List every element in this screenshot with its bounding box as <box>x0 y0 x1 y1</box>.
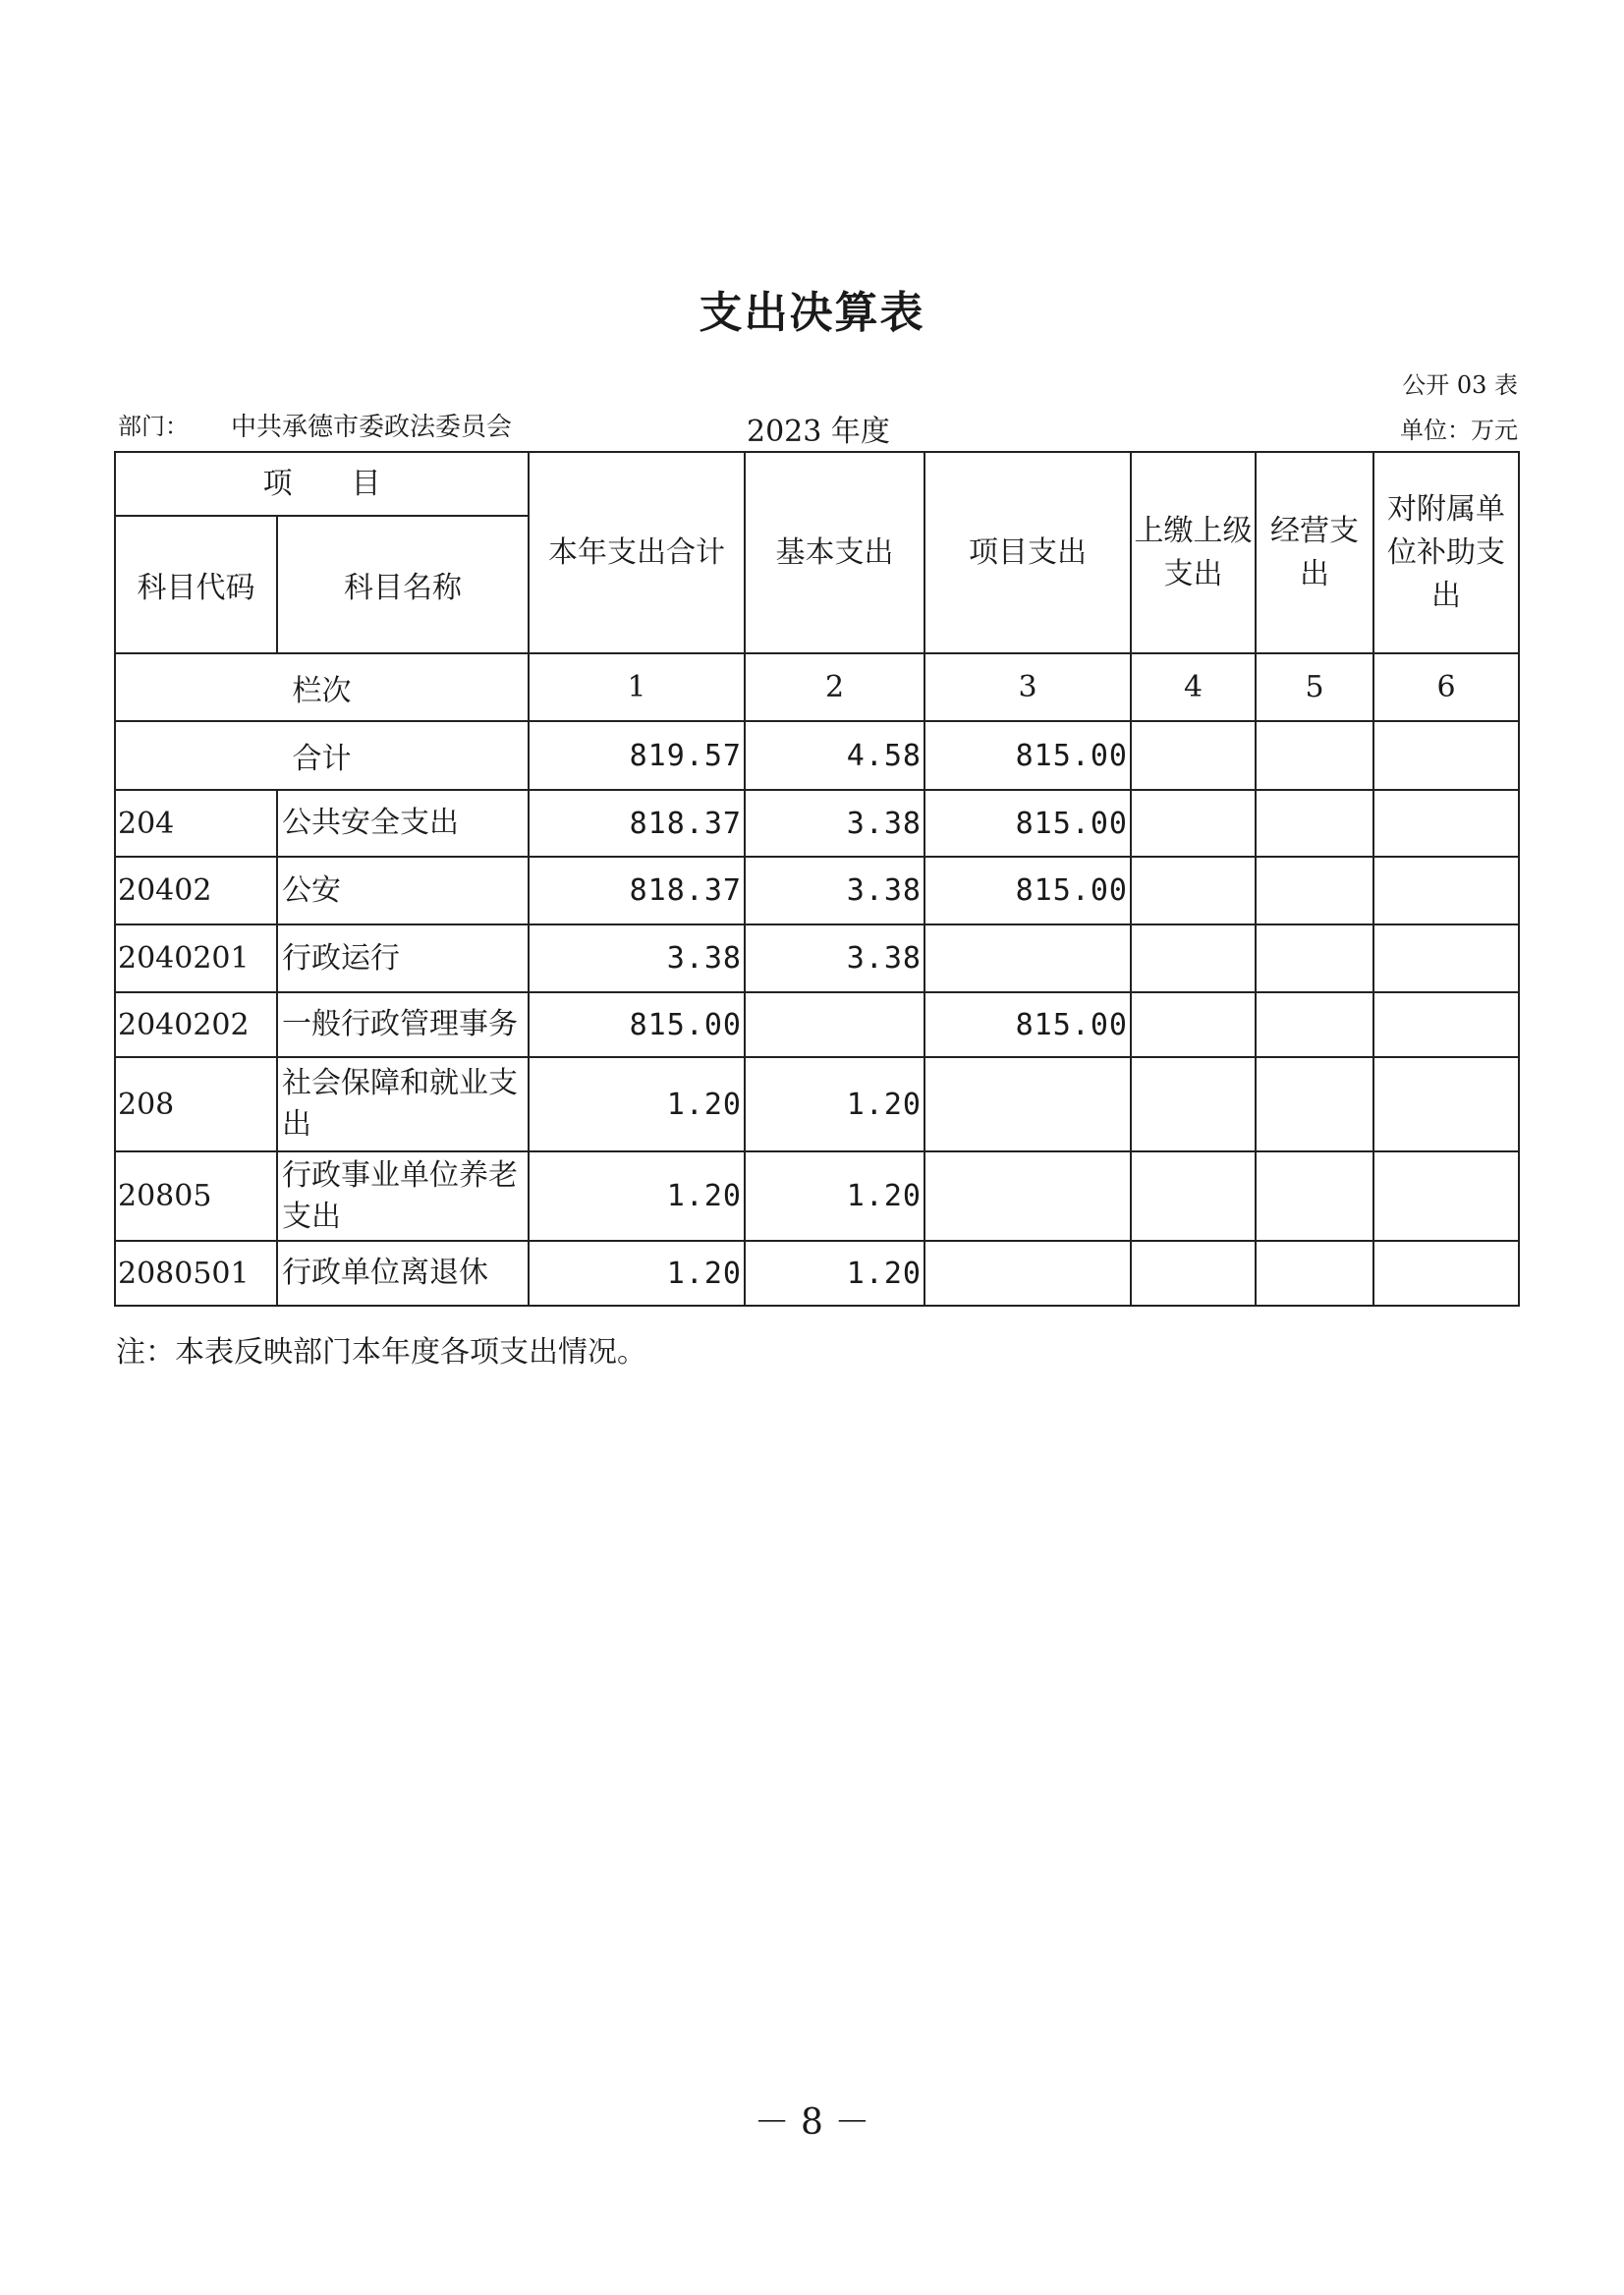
header-subsidy: 对附属单位补助支出 <box>1373 452 1519 653</box>
header-total: 本年支出合计 <box>529 452 745 653</box>
row-code: 2080501 <box>115 1241 277 1306</box>
total-amount: 819.57 <box>529 721 745 790</box>
empty-cell <box>1131 1057 1256 1151</box>
header-basic: 基本支出 <box>745 452 924 653</box>
table-row <box>115 790 1519 857</box>
empty-cell <box>1131 1241 1256 1306</box>
row-code: 204 <box>115 790 277 857</box>
empty-cell <box>1256 721 1373 790</box>
row-basic <box>745 992 924 1057</box>
row-basic: 3.38 <box>745 924 924 992</box>
page-title: 支出决算表 <box>699 288 925 338</box>
row-project <box>924 1151 1131 1241</box>
row-total: 3.38 <box>529 924 745 992</box>
header-item: 项 目 <box>115 452 529 516</box>
total-basic: 4.58 <box>745 721 924 790</box>
form-number: 公开 03 表 <box>1402 371 1518 399</box>
row-basic: 3.38 <box>745 790 924 857</box>
empty-cell <box>1131 721 1256 790</box>
row-total: 1.20 <box>529 1057 745 1151</box>
header-name: 科目名称 <box>277 516 529 653</box>
empty-cell <box>1373 1151 1519 1241</box>
row-basic: 1.20 <box>745 1241 924 1306</box>
row-project: 815.00 <box>924 992 1131 1057</box>
row-code: 20402 <box>115 857 277 924</box>
empty-cell <box>1256 1151 1373 1241</box>
page-number: － 8 － <box>754 2102 870 2143</box>
row-project: 815.00 <box>924 857 1131 924</box>
header-business: 经营支出 <box>1256 452 1373 653</box>
total-label: 合计 <box>115 721 529 790</box>
empty-cell <box>1373 790 1519 857</box>
total-row <box>115 721 1519 790</box>
empty-cell <box>1373 1057 1519 1151</box>
empty-cell <box>1373 1241 1519 1306</box>
row-code: 2040202 <box>115 992 277 1057</box>
empty-cell <box>1131 790 1256 857</box>
row-total: 1.20 <box>529 1241 745 1306</box>
table-note: 注：本表反映部门本年度各项支出情况。 <box>116 1335 646 1370</box>
row-name: 公安 <box>277 857 529 924</box>
table-row <box>115 1241 1519 1306</box>
expenditure-table <box>114 451 1520 1307</box>
empty-cell <box>1131 924 1256 992</box>
empty-cell <box>1256 790 1373 857</box>
index-row <box>115 653 1519 721</box>
empty-cell <box>1373 992 1519 1057</box>
row-name: 行政运行 <box>277 924 529 992</box>
row-basic: 3.38 <box>745 857 924 924</box>
row-basic: 1.20 <box>745 1057 924 1151</box>
table-row <box>115 1057 1519 1151</box>
row-name: 行政单位离退休 <box>277 1241 529 1306</box>
row-name: 公共安全支出 <box>277 790 529 857</box>
index-col: 5 <box>1256 653 1373 721</box>
row-total: 818.37 <box>529 790 745 857</box>
row-name: 行政事业单位养老支出 <box>277 1151 529 1241</box>
row-name: 社会保障和就业支出 <box>277 1057 529 1151</box>
row-project <box>924 1241 1131 1306</box>
header-project: 项目支出 <box>924 452 1131 653</box>
index-col: 1 <box>529 653 745 721</box>
row-total: 818.37 <box>529 857 745 924</box>
empty-cell <box>1131 857 1256 924</box>
row-code: 208 <box>115 1057 277 1151</box>
header-upper: 上缴上级支出 <box>1131 452 1256 653</box>
row-project <box>924 1057 1131 1151</box>
empty-cell <box>1131 1151 1256 1241</box>
fiscal-year: 2023 年度 <box>747 415 890 449</box>
row-total: 1.20 <box>529 1151 745 1241</box>
total-project: 815.00 <box>924 721 1131 790</box>
row-code: 2040201 <box>115 924 277 992</box>
row-basic: 1.20 <box>745 1151 924 1241</box>
index-col: 3 <box>924 653 1131 721</box>
empty-cell <box>1256 924 1373 992</box>
unit-label: 单位：万元 <box>1400 417 1518 444</box>
table-row <box>115 1151 1519 1241</box>
row-project <box>924 924 1131 992</box>
table-row <box>115 857 1519 924</box>
empty-cell <box>1256 1241 1373 1306</box>
department-name: 中共承德市委政法委员会 <box>231 413 513 442</box>
empty-cell <box>1256 992 1373 1057</box>
index-col: 2 <box>745 653 924 721</box>
index-label: 栏次 <box>115 653 529 721</box>
index-col: 4 <box>1131 653 1256 721</box>
row-project: 815.00 <box>924 790 1131 857</box>
table-row <box>115 924 1519 992</box>
empty-cell <box>1373 924 1519 992</box>
empty-cell <box>1256 1057 1373 1151</box>
table-row <box>115 992 1519 1057</box>
empty-cell <box>1373 857 1519 924</box>
department-label: 部门： <box>118 413 189 440</box>
row-total: 815.00 <box>529 992 745 1057</box>
empty-cell <box>1256 857 1373 924</box>
header-code: 科目代码 <box>115 516 277 653</box>
index-col: 6 <box>1373 653 1519 721</box>
empty-cell <box>1131 992 1256 1057</box>
row-code: 20805 <box>115 1151 277 1241</box>
empty-cell <box>1373 721 1519 790</box>
row-name: 一般行政管理事务 <box>277 992 529 1057</box>
